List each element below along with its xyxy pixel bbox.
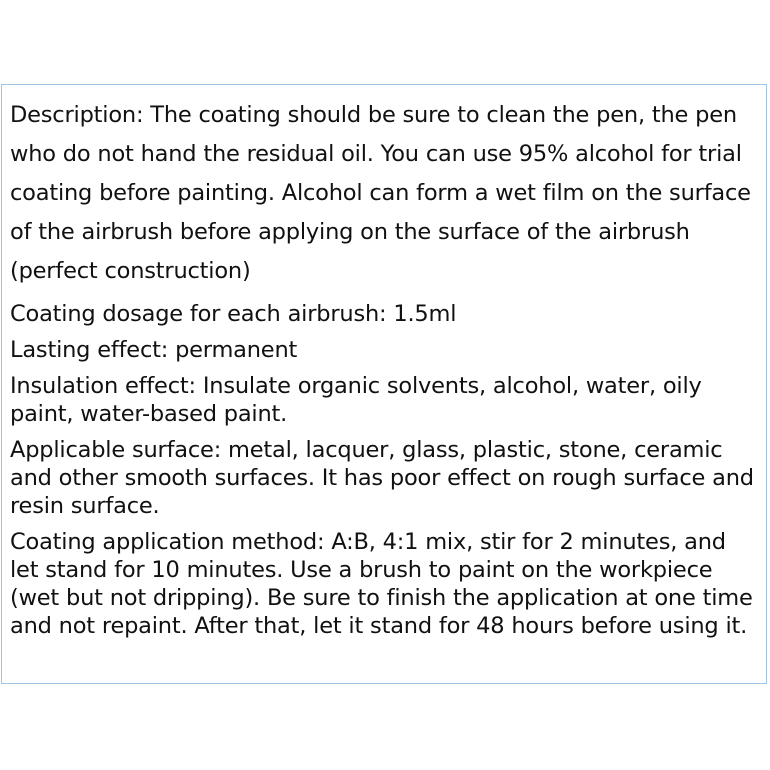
- dosage-line: Coating dosage for each airbrush: 1.5ml: [10, 301, 457, 327]
- description-paragraph: Description: The coating should be sure to clean the pen, the pen who do not hand the residual oil. You can use 95% alcohol for trial coating before painting. Alcohol can form a wet film on the surface of the airbrush before applying on the surface of the airbrush (perfect construction): [10, 102, 751, 284]
- lasting-effect-line: Lasting effect: permanent: [10, 337, 298, 363]
- product-info-box: [1, 84, 767, 684]
- insulation-effect-paragraph: Insulation effect: Insulate organic solvents, alcohol, water, oily paint, water-based paint.: [10, 373, 702, 427]
- applicable-surface-paragraph: Applicable surface: metal, lacquer, glass, plastic, stone, ceramic and other smooth surfaces. It has poor effect on rough surface and resin surface.: [10, 437, 754, 519]
- application-method-paragraph: Coating application method: A:B, 4:1 mix, stir for 2 minutes, and let stand for 10 minutes. Use a brush to paint on the workpiece (wet but not dripping). Be sure to finish the application at one time and not repaint. After that, let it stand for 48 hours before using it.: [10, 529, 753, 639]
